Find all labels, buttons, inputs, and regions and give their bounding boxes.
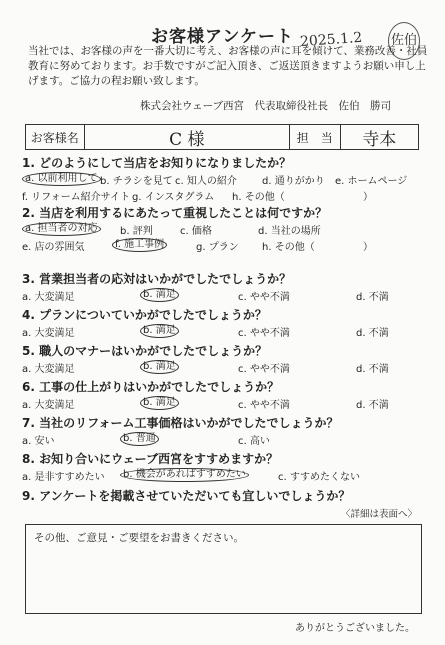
question-6-title: 6. 工事の仕上がりはいかがでしたでしょうか？ bbox=[22, 380, 280, 394]
option-label: h. その他（ bbox=[232, 192, 285, 203]
q3-option[interactable] bbox=[22, 288, 75, 303]
customer-info-table bbox=[25, 124, 419, 150]
q2-option[interactable] bbox=[112, 238, 167, 252]
option-label: d. 不満 bbox=[356, 400, 389, 411]
selected-option-label: b. 満足 bbox=[140, 288, 179, 302]
staff-value[interactable]: 寺本 bbox=[362, 129, 397, 150]
q1-option[interactable] bbox=[22, 172, 101, 186]
option-label: g. プラン bbox=[196, 242, 239, 253]
option-label: a. 大変満足 bbox=[22, 328, 75, 339]
option-label: a. 大変満足 bbox=[22, 364, 75, 375]
question-2-title: 2. 当店を利用するにあたって重視したことは何ですか？ bbox=[22, 206, 328, 220]
option-label: e. ホームページ bbox=[335, 176, 408, 187]
comment-box[interactable] bbox=[25, 524, 422, 614]
q8-option[interactable] bbox=[120, 468, 249, 482]
q7-option[interactable] bbox=[238, 432, 270, 447]
q2-option[interactable] bbox=[196, 238, 239, 253]
q4-option[interactable] bbox=[238, 324, 290, 339]
option-label: g. インスタグラム bbox=[132, 192, 215, 203]
option-label: d. 当社の場所 bbox=[258, 226, 321, 237]
q1-option[interactable] bbox=[262, 172, 325, 187]
selected-option-label: b. 満足 bbox=[140, 360, 179, 374]
q3-option[interactable] bbox=[356, 288, 389, 303]
comment-prompt: その他、ご意見・ご要望をお書きください。 bbox=[34, 532, 244, 544]
staff-label: 担 当 bbox=[290, 125, 341, 149]
selected-option-label: b. 普通 bbox=[120, 432, 159, 446]
q1-option[interactable] bbox=[335, 172, 407, 187]
question-8-title: 8. お知り合いにウェーブ西宮をすすめますか？ bbox=[22, 452, 279, 466]
q5-option[interactable] bbox=[22, 360, 75, 375]
q7-option[interactable] bbox=[120, 432, 159, 446]
q8-option[interactable] bbox=[22, 468, 105, 483]
q4-option[interactable] bbox=[140, 324, 179, 338]
q4-option[interactable] bbox=[356, 324, 389, 339]
q1-option[interactable] bbox=[132, 188, 214, 203]
selected-option-label: b. 機会があればすすめたい bbox=[120, 468, 249, 482]
option-label: c. すすめたくない bbox=[278, 472, 360, 483]
selected-option-label: a. 以前利用して bbox=[22, 172, 101, 186]
seal-stamp: 佐伯 bbox=[388, 22, 420, 60]
q2-option[interactable] bbox=[22, 222, 101, 236]
q1-option[interactable] bbox=[175, 172, 237, 187]
option-label: e. 店の雰囲気 bbox=[22, 242, 85, 253]
option-label: c. やや不満 bbox=[238, 364, 290, 375]
option-label: d. 不満 bbox=[356, 328, 389, 339]
option-label: a. 是非すすめたい bbox=[22, 472, 105, 483]
question-4-title: 4. プランについていかがでしたでしょうか？ bbox=[22, 308, 267, 322]
customer-name-value[interactable]: C 様 bbox=[85, 125, 290, 149]
q3-option[interactable] bbox=[140, 288, 179, 302]
handwritten-date: 2025.1.2 bbox=[299, 29, 363, 51]
q2-option[interactable] bbox=[120, 222, 153, 237]
q8-option[interactable] bbox=[278, 468, 360, 483]
q5-option[interactable] bbox=[140, 360, 179, 374]
question-7-title: 7. 当社のリフォーム工事価格はいかがでしたでしょうか？ bbox=[22, 416, 339, 430]
q7-option[interactable] bbox=[22, 432, 55, 447]
option-label: d. 不満 bbox=[356, 292, 389, 303]
intro-text: 当社では、お客様の声を一番大切に考え、お客様の声に耳を傾けて、業務改善・社員教育に努めております。お手数ですがご記入頂き、ご返送頂きますようお願い申し上げます。ご協力の程お願い致します。 bbox=[28, 45, 428, 87]
customer-name-label: お客様名 bbox=[26, 125, 85, 149]
q1-option[interactable] bbox=[232, 188, 285, 203]
option-label: b. チラシを見て bbox=[100, 176, 173, 187]
option-label: ） bbox=[363, 242, 373, 253]
q1-option[interactable] bbox=[363, 188, 373, 203]
q2-option[interactable] bbox=[262, 238, 315, 253]
q6-option[interactable] bbox=[238, 396, 290, 411]
option-label: b. 評判 bbox=[120, 226, 153, 237]
question-1-title: 1. どのようにして当店をお知りになりましたか？ bbox=[22, 156, 292, 170]
q5-option[interactable] bbox=[238, 360, 290, 375]
selected-option-label: f. 施工事例 bbox=[112, 238, 167, 252]
thanks-text: ありがとうございました。 bbox=[295, 623, 415, 634]
option-label: a. 大変満足 bbox=[22, 400, 75, 411]
option-label: c. 価格 bbox=[180, 226, 212, 237]
question-3-title: 3. 営業担当者の応対はいかがでしたでしょうか？ bbox=[22, 272, 292, 286]
q2-option[interactable] bbox=[180, 222, 212, 237]
option-label: c. やや不満 bbox=[238, 328, 290, 339]
q5-option[interactable] bbox=[356, 360, 389, 375]
question-9-title: 9. アンケートを掲載させていただいても宜しいでしょうか？ bbox=[22, 489, 351, 503]
q1-option[interactable] bbox=[100, 172, 173, 187]
page-title: お客様アンケート bbox=[151, 27, 294, 47]
option-label: c. やや不満 bbox=[238, 292, 290, 303]
question-5-title: 5. 職人のマナーはいかがでしたでしょうか？ bbox=[22, 344, 268, 358]
company-line: 株式会社ウェーブ西宮 代表取締役社長 佐伯 勝司 bbox=[140, 100, 392, 112]
selected-option-label: a. 担当者の対応 bbox=[22, 222, 101, 236]
q6-option[interactable] bbox=[356, 396, 389, 411]
option-label: f. リフォーム紹介サイト bbox=[22, 192, 130, 203]
q6-option[interactable] bbox=[140, 396, 179, 410]
q6-option[interactable] bbox=[22, 396, 75, 411]
q2-option[interactable] bbox=[363, 238, 373, 253]
option-label: h. その他（ bbox=[262, 242, 315, 253]
option-label: d. 通りがかり bbox=[262, 176, 325, 187]
option-label: ） bbox=[363, 192, 373, 203]
option-label: a. 安い bbox=[22, 436, 55, 447]
option-label: c. やや不満 bbox=[238, 400, 290, 411]
option-label: d. 不満 bbox=[356, 364, 389, 375]
option-label: a. 大変満足 bbox=[22, 292, 75, 303]
option-label: c. 知人の紹介 bbox=[175, 176, 237, 187]
selected-option-label: b. 満足 bbox=[140, 396, 179, 410]
q3-option[interactable] bbox=[238, 288, 290, 303]
q4-option[interactable] bbox=[22, 324, 75, 339]
q2-option[interactable] bbox=[22, 238, 85, 253]
detail-note: 〈詳細は表面へ〉 bbox=[341, 509, 418, 520]
q2-option[interactable] bbox=[258, 222, 321, 237]
selected-option-label: b. 満足 bbox=[140, 324, 179, 338]
q1-option[interactable] bbox=[22, 188, 130, 203]
option-label: c. 高い bbox=[238, 436, 270, 447]
